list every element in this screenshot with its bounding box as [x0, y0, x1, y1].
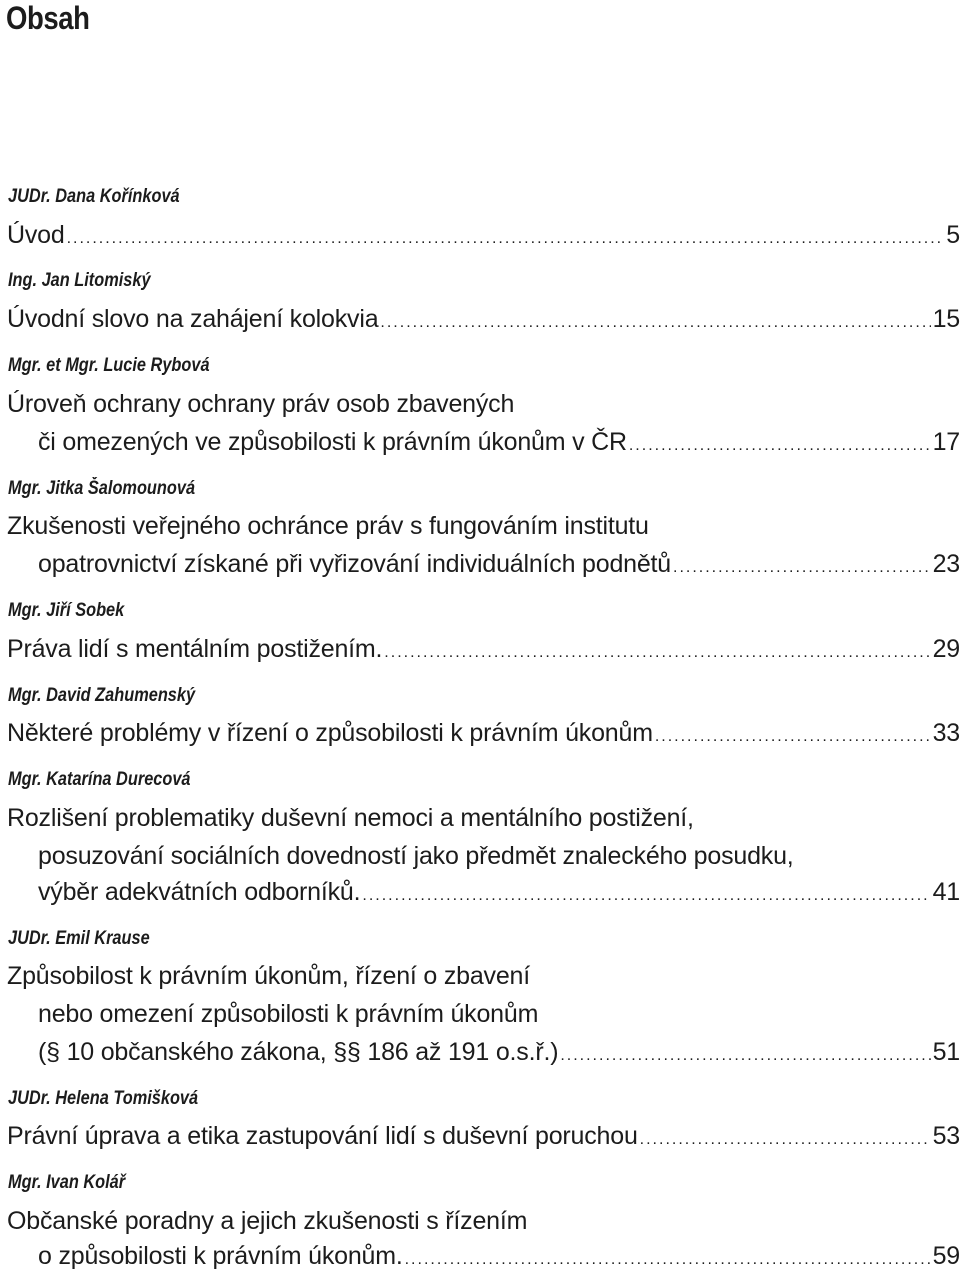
toc-entry-title[interactable]: [38, 1035, 960, 1069]
toc-entry-title[interactable]: [38, 1239, 960, 1273]
toc-entry-title[interactable]: [7, 716, 960, 750]
entry-title-text: Práva lidí s mentálním postižením.: [7, 635, 383, 663]
page-number: 59: [932, 1242, 960, 1270]
toc-entry-title[interactable]: [7, 1119, 960, 1153]
dot-leader: [405, 1243, 931, 1277]
entry-title-text: posuzování sociálních dovedností jako předmět znaleckého posudku,: [38, 842, 794, 870]
toc-entry-title[interactable]: [7, 632, 960, 666]
toc-entry-title[interactable]: [7, 302, 960, 336]
page-number: 29: [932, 635, 960, 663]
entry-title-text: Úvodní slovo na zahájení kolokvia: [7, 305, 379, 333]
page-number: 53: [932, 1122, 960, 1150]
dot-leader: [384, 636, 930, 670]
author-name: JUDr. Helena Tomišková: [8, 1088, 199, 1109]
author-name: Mgr. Katarína Durecová: [8, 769, 191, 790]
toc-entry-title[interactable]: [38, 875, 960, 909]
author-name: JUDr. Emil Krause: [8, 928, 150, 949]
dot-leader: [640, 1123, 931, 1157]
entry-title-text: Rozlišení problematiky duševní nemoci a mentálního postižení,: [7, 804, 694, 832]
page-number: 17: [932, 428, 960, 456]
author-name: Mgr. Jitka Šalomounová: [8, 478, 196, 499]
dot-leader: [362, 879, 930, 913]
page-title: Obsah: [6, 0, 90, 36]
author-name: Mgr. Ivan Kolář: [8, 1172, 126, 1193]
entry-title-text: Způsobilost k právním úkonům, řízení o zbavení: [7, 962, 531, 990]
entry-title-text: opatrovnictví získané při vyřizování individuálních podnětů: [38, 550, 671, 578]
toc-entry-title[interactable]: [38, 547, 960, 581]
entry-title-text: Úroveň ochrany ochrany práv osob zbavených: [7, 390, 515, 418]
entry-title-text: nebo omezení způsobilosti k právním úkonům: [38, 1000, 539, 1028]
author-name: Ing. Jan Litomiský: [8, 270, 151, 291]
dot-leader: [629, 429, 931, 463]
entry-title-text: výběr adekvátních odborníků.: [38, 878, 361, 906]
page-number: 5: [946, 221, 960, 249]
dot-leader: [380, 306, 930, 340]
author-name: Mgr. Jiří Sobek: [8, 600, 125, 621]
author-name: JUDr. Dana Kořínková: [8, 186, 180, 207]
dot-leader: [67, 222, 945, 256]
entry-title-text: (§ 10 občanského zákona, §§ 186 až 191 o.s.ř.): [38, 1038, 559, 1066]
entry-title-text: Právní úprava a etika zastupování lidí s duševní poruchou: [7, 1122, 638, 1150]
author-name: Mgr. et Mgr. Lucie Rybová: [8, 355, 210, 376]
toc-entry-title[interactable]: [38, 425, 960, 459]
entry-title-text: Některé problémy v řízení o způsobilosti k právním úkonům: [7, 719, 653, 747]
toc-entry-title[interactable]: [7, 218, 960, 252]
entry-title-text: Občanské poradny a jejich zkušenosti s řízením: [7, 1207, 528, 1235]
page-number: 15: [932, 305, 960, 333]
entry-title-text: Zkušenosti veřejného ochránce práv s fungováním institutu: [7, 512, 649, 540]
entry-title-text: či omezených ve způsobilosti k právním úkonům v ČR: [38, 428, 627, 456]
dot-leader: [560, 1039, 930, 1073]
dot-leader: [673, 551, 931, 585]
entry-title-text: o způsobilosti k právním úkonům.: [38, 1242, 403, 1270]
page-number: 33: [932, 719, 960, 747]
page-number: 23: [932, 550, 960, 578]
entry-title-text: Úvod: [7, 221, 65, 249]
page-number: 41: [932, 878, 960, 906]
dot-leader: [655, 720, 931, 754]
author-name: Mgr. David Zahumenský: [8, 685, 196, 706]
page-number: 51: [932, 1038, 960, 1066]
